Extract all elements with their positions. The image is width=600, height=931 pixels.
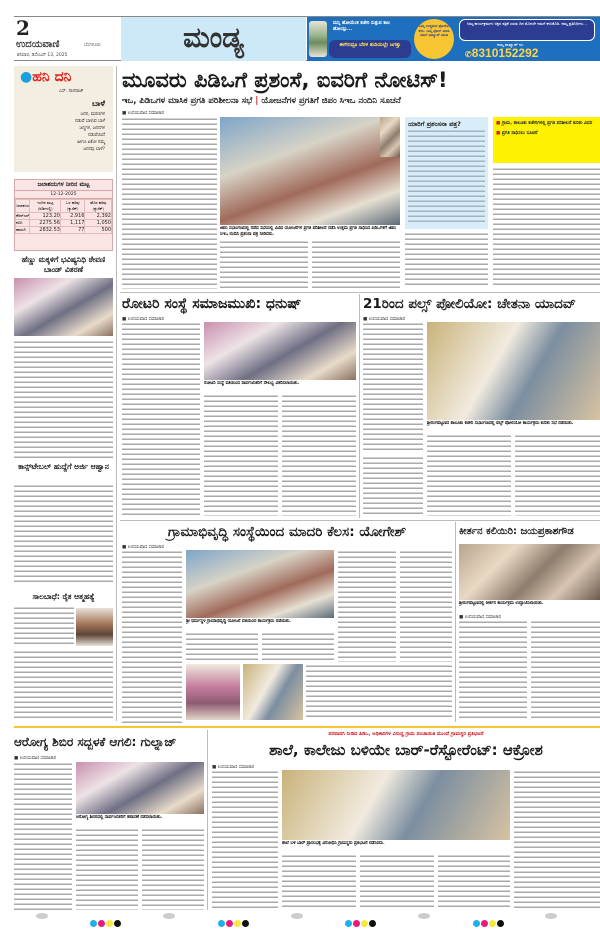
sidebar-story3-body — [14, 606, 74, 646]
separator: | — [255, 96, 262, 106]
section-title: ಮಂಡ್ಯ — [183, 21, 244, 54]
highlight-box: ■ ಗ್ರಾಮ, ತಾಲೂಕು ಕಚೇರಿಗಳಲ್ಲಿ ಪ್ರಗತಿ ಪರಿಶೀಲನೆ ಕುರಿತು ವಿವರ ■ ಪ್ರಗತಿ ಸಾಧಿಸಲು ಸೂಚನೆ — [493, 117, 600, 163]
table-row: ಕಬಿನಿ 2275.56 1,117 1,050 — [16, 220, 111, 226]
farmer-portrait — [76, 608, 113, 646]
sidebar-story2-body — [14, 484, 113, 584]
phone-hand-graphic — [309, 21, 327, 57]
print-registration-marks — [0, 912, 600, 922]
village-development-photo — [186, 550, 334, 618]
registration-oval — [291, 913, 303, 919]
poem-title: ಬಾಳೆ — [92, 99, 105, 108]
village-development-caption: ಶ್ರೀ ಧರ್ಮಸ್ಥಳ ಗ್ರಾಮಾಭಿವೃದ್ಧಿ ಯೋಜನೆ ವತಿಯಿಂದ ಕಾರ್ಯಕ್ರಮ ನಡೆಯಿತು. — [186, 619, 291, 624]
column-box — [14, 66, 113, 172]
reservoir-date: 12-12-2025 — [15, 191, 112, 199]
poem-body: ಜನನ, ಮರಣಗಳ ನಡುವೆ ಬಾಳುವ ಬಾಳೆ ಜನ್ಮಗಳ, ಜನನಗಳ ನಡುವೆಯಿದೆ ಹೀಗೂ ಏಕೋ ನಮ್ಮ ಜನನವು ಬಾಳೆ? — [74, 112, 105, 152]
column-divider — [116, 66, 117, 721]
rotary-headline: ರೋಟರಿ ಸಂಸ್ಥೆ ಸಮಾಜಮುಖಿ: ಧನುಷ್ — [122, 296, 302, 312]
health-camp-headline: ಆರೋಗ್ಯ ಶಿಬಿರ ಸದ್ಬಳಕೆ ಆಗಲಿ: ಗುಲ್ನಾಜ್ — [14, 735, 177, 749]
protest-photo — [282, 770, 510, 840]
color-dots — [345, 912, 377, 931]
rotary-photo-caption: ರೋಟರಿ ಸಂಸ್ಥೆ ವತಿಯಿಂದ ಸಾರ್ವಜನಿಕರಿಗೆ ಸೌಲಭ್ಯ ವಿತರಿಸಲಾಯಿತು. — [204, 381, 300, 386]
health-camp-photo — [76, 762, 204, 814]
event-photo-right — [243, 664, 303, 720]
ad-phone-number[interactable]: ✆8310152292 — [465, 46, 539, 60]
sidebar-story2-headline: ಕಾನ್ಸ್‌ಟೇಬಲ್ ಹುದ್ದೆಗೆ ಅರ್ಜಿ ಆಹ್ವಾನ — [18, 462, 109, 471]
color-dots — [90, 912, 122, 931]
masthead — [14, 16, 600, 61]
keertana-headline: ಕೀರ್ತನ ಕಲಿಯಿರಿ: ಜಯಪ್ರಕಾಶಗೌಡ — [459, 526, 574, 537]
table-row: ಕೆಆರ್‌ಎಸ್ 123.20 2,916 2,392 — [16, 213, 111, 219]
lead-photo-caption: ಜಿಪಂ ಸಭಾಂಗಣದಲ್ಲಿ ನಡೆದ ಸಭೆಯಲ್ಲಿ ವಿವಿಧ ಯೋಜನೆಗಳ ಪ್ರಗತಿ ಪರಿಶೀಲನೆ ನಡೆಸಿ ಉತ್ತಮ ಪ್ರಗತಿ ಸಾಧಿಸಿದ ಪಿಡಿಒಗಳಿಗೆ ಜಿಪಂ ಸಿಇಒ ನಂದಿನಿ ಪ್ರಶಂಸಾ ಪತ್ರ ನೀಡಿದರು. — [220, 226, 397, 237]
lead-photo — [220, 117, 400, 225]
bullet-icon: ■ — [496, 131, 502, 136]
protest-caption: ಶಾಲೆ ಬಳಿ ಬಾರ್ ಪ್ರಾರಂಭಕ್ಕೆ ವಿರೋಧಿಸಿ ಗ್ರಾಮಸ್ಥರು ಪ್ರತಿಭಟನೆ ನಡೆಸಿದರು. — [282, 841, 385, 846]
date: ಶನಿವಾರ, ಡಿಸೆಂಬರ್ 13, 2025 — [17, 53, 68, 58]
sidebar-story1-headline: ಹೆಣ್ಣು ಮಕ್ಕಳಿಗೆ ಭವಿಷ್ಯನಿಧಿ ಠೇವಣಿ ಬಾಂಡ್ ವಿತರಣೆ — [21, 255, 106, 274]
sidebar-column — [14, 66, 113, 721]
color-dots — [218, 912, 250, 931]
bar-story-kicker: ಪರವಾನಗಿ ನೀಡಿದ ಪಿಡಿಒ, ಅಧಿಕಾರಿಗಳ ವಿರುದ್ಧ ಗ್ರಾಮ ಪಂಚಾಯಿತಿ ಮುಂದೆ ಗ್ರಾಮಸ್ಥರ ಪ್ರತಿಭಟನೆ — [328, 731, 484, 737]
ad-tagline: ಈಗೇನಿದ್ರೂ ಬೆರಳ ತುದಿಯಲ್ಲೇ ಜಗತ್ತು — [329, 40, 411, 58]
section-banner — [121, 17, 306, 61]
registration-oval — [545, 913, 557, 919]
keertana-photo — [459, 544, 600, 600]
lead-subhead: ಇಒ, ಪಿಡಿಒಗಳ ಮಾಸಿಕ ಪ್ರಗತಿ ಪರಿಶೀಲನಾ ಸಭೆ | ಯೋಜನೆಗಳ ಪ್ರಗತಿಗೆ ಜಿಪಂ ಸಿಇಒ ನಂದಿನಿ ಸೂಚನೆ — [122, 96, 401, 106]
drop-icon: ● — [20, 69, 33, 85]
registration-oval — [163, 913, 175, 919]
page-number: 2 — [16, 16, 30, 40]
polio-photo — [427, 322, 600, 420]
bond-distribution-photo — [14, 278, 113, 336]
lead-body-col2 — [220, 240, 308, 288]
registration-oval — [36, 913, 48, 919]
praise-box-title: ಯಾರಿಗೆ ಪ್ರಶಂಸನಾ ಪತ್ರ? — [408, 120, 461, 128]
edition: ಬೆಂಗಳೂರು — [84, 43, 101, 48]
keertana-caption: ಶ್ರೀರಂಗಪಟ್ಟಣದಲ್ಲಿ ಕೀರ್ತನ ಕಾರ್ಯಕ್ರಮ ಉದ್ಘಾಟಿಸಲಾಯಿತು. — [459, 601, 544, 606]
polio-photo-caption: ಶ್ರೀರಂಗಪಟ್ಟಣದ ತಾಲೂಕು ಕಚೇರಿ ಸಭಾಂಗಣದಲ್ಲಿ ಪಲ್ಸ್ ಪೋಲಿಯೋ ಕಾರ್ಯಕ್ರಮ ಕುರಿತು ಸಭೆ ನಡೆಯಿತು. — [427, 421, 574, 426]
table-row: ಹಾರಂಗಿ 2832.53 77 500 — [16, 227, 111, 233]
reservoir-data-table: ಜಲಾಶಯ ಇಂದಿನ ಮಟ್ಟ (ಅಡಿಗಳಲ್ಲಿ) ಒಳ ಹರಿವು (ಕ್ಯುಸೆಕ್) ಹೊರ ಹರಿವು (ಕ್ಯುಸೆಕ್) ಕೆಆರ್‌ಎಸ್ 123.20 2,916 2,392 ಕಬಿನಿ 2275.56 1,117 1,050 ಹಾರಂಗಿ 2832.53 77 500 — [16, 200, 111, 233]
village-development-headline: ಗ್ರಾಮಾಭಿವೃದ್ಧಿ ಸಂಸ್ಥೆಯಿಂದ ಮಾದರಿ ಕೆಲಸ: ಯೋಗೇಶ್ — [167, 524, 407, 540]
reservoir-title: ಜಲಾಶಯಗಳ ನೀರಿನ ಮಟ್ಟ — [15, 180, 112, 191]
health-camp-caption: ಆರೋಗ್ಯ ಶಿಬಿರದಲ್ಲಿ ಸಾರ್ವಜನಿಕರಿಗೆ ತಪಾಸಣೆ ನಡೆಸಲಾಯಿತು. — [76, 815, 163, 820]
polio-headline: 21ರಿಂದ ಪಲ್ಸ್ ಪೋಲಿಯೋ: ಚೇತನಾ ಯಾದವ್ — [363, 296, 576, 312]
paper-name: ಉದಯವಾಣಿ — [16, 39, 60, 50]
rotary-photo — [204, 322, 356, 380]
sidebar-story3-headline: ಸಾಲಬಾಧೆ: ರೈತ ಆತ್ಮಹತ್ಯೆ — [32, 592, 95, 601]
column-logo: ●ಹನಿ ದನಿ — [20, 69, 72, 85]
lead-body-col3 — [312, 240, 400, 288]
sidebar-story1-body — [14, 340, 113, 458]
whatsapp-icon: ✆ — [465, 50, 472, 59]
registration-oval — [418, 913, 430, 919]
advertisement[interactable]: ಮನ್ನಿ ಹೋಯೆಂತ ಕಚೇರಿ ಸುತ್ತುವ ಕಾಲ ಹೋಯ್ತು... ಈಗೇನಿದ್ರೂ ಬೆರಳ ತುದಿಯಲ್ಲೇ ಜಗತ್ತು ನಿಮ್ಮ ಊಕ್ಕ್ರಮದ ಫೋಟೋ ಕಳಿಸಿ. ನಿಮ್ಮ ಫೋನ್ ಮಾಡಿ ನಮಗೆ ವಾಟ್ಸ್ಯಾಪ್ ಮಾಡಿ ನಿಮ್ಮ ಕಾರ್ಯಕ್ರಮಗಳ ಅಕ್ಷರ ಪತ್ರಿಕೆ ಎರಡು ದಿನ ಮೊದಲೇ ನಮಗೆ ಕಳಿಸಿಕೊಡಿ. ನಮ್ಮ ಪ್ರತಿನಿಧಿಗಳು... ನಮ್ಮ ವಾಟ್ಸ್ಯಾಪ್ ನಂ. ✆8310152292 — [307, 17, 600, 61]
color-dots — [473, 912, 505, 931]
reservoir-table — [14, 179, 113, 251]
bar-story-headline: ಶಾಲೆ, ಕಾಲೇಜು ಬಳಿಯೇ ಬಾರ್-ರೆಸ್ಟೋರೆಂಟ್: ಆಕ್ರೋಶ — [269, 741, 543, 759]
column-author: ಎಸ್. ನಾಗರಾಜ್ — [59, 89, 84, 94]
lead-body-col1 — [122, 117, 217, 289]
lead-headline: ಮೂವರು ಪಿಡಿಒಗೆ ಪ್ರಶಂಸೆ, ಐವರಿಗೆ ನೋಟಿಸ್! — [122, 68, 448, 92]
officer-portrait — [380, 117, 400, 157]
praise-letter-box — [405, 117, 488, 229]
bullet-icon: ■ — [496, 121, 502, 126]
ad-circle: ನಿಮ್ಮ ಊಕ್ಕ್ರಮದ ಫೋಟೋ ಕಳಿಸಿ. ನಿಮ್ಮ ಫೋನ್ ಮಾಡಿ ನಮಗೆ ವಾಟ್ಸ್ಯಾಪ್ ಮಾಡಿ — [414, 19, 454, 59]
lead-byline: ■ ಉದಯವಾಣಿ ಸಮಾಚಾರ — [122, 111, 164, 116]
event-photo-left — [186, 664, 240, 720]
